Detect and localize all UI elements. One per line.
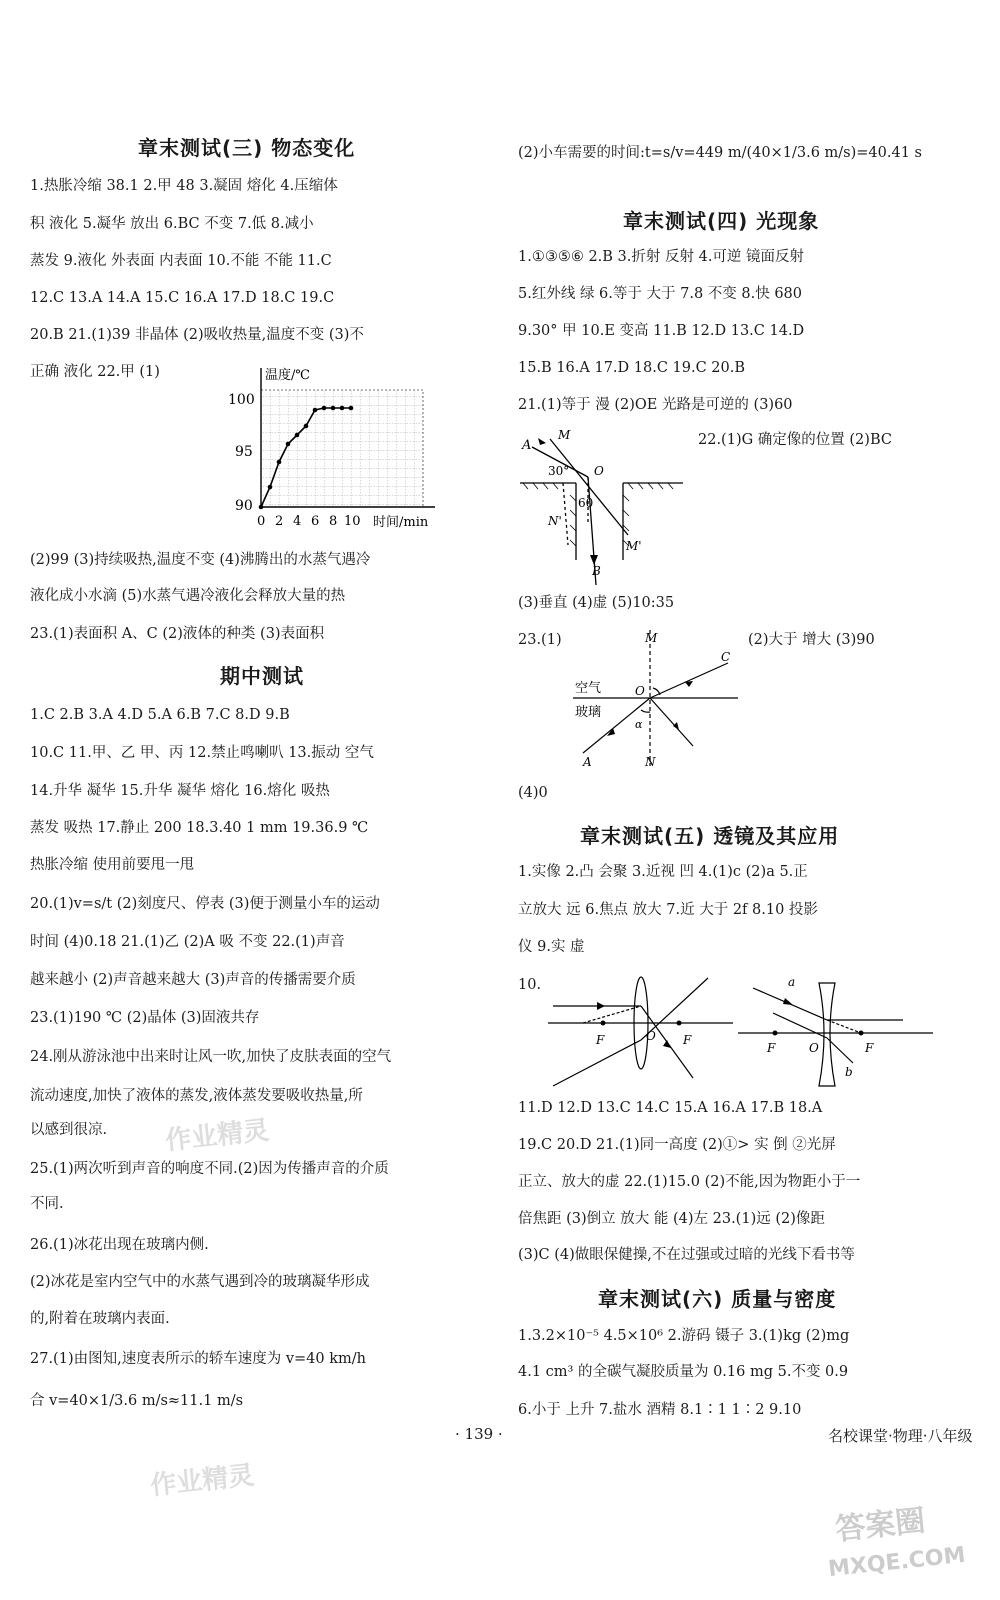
answer-line: 10.	[518, 977, 542, 993]
watermark: MXQE.COM	[827, 1542, 967, 1583]
graph-ytick: 95	[235, 444, 253, 460]
fig-label: F	[683, 1033, 692, 1047]
answer-line: 22.(1)G 确定像的位置 (2)BC	[698, 432, 892, 448]
answer-line: 9.30° 甲 10.E 变高 11.B 12.D 13.C 14.D	[518, 323, 805, 339]
fig-label: 空气	[575, 681, 602, 696]
answer-line: 仪 9.实 虚	[518, 939, 585, 955]
answer-line: 12.C 13.A 14.A 15.C 16.A 17.D 18.C 19.C	[30, 290, 335, 306]
answer-line: 4.1 cm³ 的全碳气凝胶质量为 0.16 mg 5.不变 0.9	[518, 1364, 849, 1380]
fig-label: O	[646, 1029, 656, 1043]
section-title-midterm: 期中测试	[220, 664, 304, 688]
answer-line: 23.(1)190 ℃ (2)晶体 (3)固液共存	[30, 1010, 260, 1026]
page-number: · 139 ·	[455, 1425, 503, 1443]
answer-line: 27.(1)由图知,速度表所示的轿车速度为 v=40 km/h	[30, 1351, 366, 1367]
answer-line: 6.小于 上升 7.盐水 酒精 8.1∶1 1∶2 9.10	[518, 1402, 802, 1418]
fig-label: M	[645, 631, 658, 645]
graph-ytick: 100	[228, 392, 255, 408]
answer-line: (3)垂直 (4)虚 (5)10:35	[518, 595, 675, 611]
fig-label: F	[865, 1041, 874, 1055]
graph-xtick: 0	[257, 514, 266, 529]
fig-label: b	[845, 1065, 853, 1079]
answer-line: 蒸发 吸热 17.静止 200 18.3.40 1 mm 19.36.9 ℃	[30, 820, 369, 836]
graph-ytick: 90	[235, 498, 253, 514]
fig-label: F	[596, 1033, 605, 1047]
answer-line: 热胀冷缩 使用前要甩一甩	[30, 857, 195, 873]
fig-label: α	[635, 718, 643, 731]
graph-ylabel: 温度/℃	[265, 368, 310, 383]
answer-line: 以感到很凉.	[30, 1122, 108, 1138]
section-title-ch6: 章末测试(六) 质量与密度	[598, 1287, 837, 1311]
fig-label: M'	[626, 539, 642, 553]
section-title-ch4: 章末测试(四) 光现象	[623, 209, 820, 233]
answer-line: 1.C 2.B 3.A 4.D 5.A 6.B 7.C 8.D 9.B	[30, 707, 290, 723]
section-title-ch3: 章末测试(三) 物态变化	[138, 136, 356, 160]
answer-line: 20.B 21.(1)39 非晶体 (2)吸收热量,温度不变 (3)不	[30, 327, 364, 343]
answer-line: 20.(1)v=s/t (2)刻度尺、停表 (3)便于测量小车的运动	[30, 896, 380, 912]
fig-label: A	[522, 438, 532, 453]
answer-line: 1.3.2×10⁻⁵ 4.5×10⁶ 2.游码 镊子 3.(1)kg (2)mg	[518, 1328, 850, 1344]
fig-label: O	[809, 1041, 819, 1055]
lens-figure	[543, 968, 943, 1098]
answer-line: 越来越小 (2)声音越来越大 (3)声音的传播需要介质	[30, 972, 356, 988]
answer-line: 立放大 远 6.焦点 放大 7.近 大于 2f 8.10 投影	[518, 902, 818, 918]
mirror-figure	[518, 425, 693, 585]
answer-line: 的,附着在玻璃内表面.	[30, 1311, 170, 1327]
answer-line: 液化成小水滴 (5)水蒸气遇冷液化会释放大量的热	[30, 588, 346, 604]
refraction-figure	[563, 628, 743, 770]
fig-label: M	[558, 428, 571, 442]
graph-xtick: 2	[275, 514, 284, 529]
answer-line: 时间 (4)0.18 21.(1)乙 (2)A 吸 不变 22.(1)声音	[30, 934, 345, 950]
fig-label: A	[583, 755, 592, 769]
answer-line: 23.(1)	[518, 632, 562, 648]
fig-label: O	[635, 684, 645, 698]
answer-line: 23.(1)表面积 A、C (2)液体的种类 (3)表面积	[30, 626, 325, 642]
answer-line: (4)0	[518, 785, 548, 801]
watermark: 作业精灵	[148, 1460, 256, 1502]
fig-label: 30°	[548, 464, 570, 478]
section-title-ch5: 章末测试(五) 透镜及其应用	[580, 824, 840, 848]
fig-label: N'	[548, 514, 562, 528]
answer-line: 1.实像 2.凸 会聚 3.近视 凹 4.(1)c (2)a 5.正	[518, 864, 808, 880]
fig-label: F	[767, 1041, 776, 1055]
answer-line: (2)小车需要的时间:t=s/v=449 m/(40×1/3.6 m/s)=40.41 s	[518, 145, 922, 161]
answer-line: 正确 液化 22.甲 (1)	[30, 364, 160, 380]
graph-xlabel: 时间/min	[373, 515, 429, 530]
fig-label: C	[721, 650, 731, 664]
fig-label: N	[645, 755, 656, 769]
answer-line: 25.(1)两次听到声音的响度不同.(2)因为传播声音的介质	[30, 1161, 389, 1177]
footer-book-title: 名校课堂·物理·八年级	[828, 1427, 973, 1445]
graph-xtick: 4	[293, 514, 302, 529]
graph-xtick: 10	[344, 514, 361, 529]
answer-line: 蒸发 9.液化 外表面 内表面 10.不能 不能 11.C	[30, 253, 332, 269]
fig-label: O	[594, 464, 604, 478]
temperature-graph	[225, 360, 455, 535]
answer-line: 倍焦距 (3)倒立 放大 能 (4)左 23.(1)远 (2)像距	[518, 1211, 825, 1227]
answer-line: 15.B 16.A 17.D 18.C 19.C 20.B	[518, 360, 746, 376]
watermark: 答案圈	[833, 1503, 927, 1548]
answer-line: 正立、放大的虚 22.(1)15.0 (2)不能,因为物距小于一	[518, 1174, 861, 1190]
graph-xtick: 8	[329, 514, 338, 529]
watermark: 作业精灵	[163, 1115, 271, 1157]
fig-label: 玻璃	[575, 705, 602, 720]
answer-line: (2)99 (3)持续吸热,温度不变 (4)沸腾出的水蒸气遇冷	[30, 552, 371, 568]
fig-label: B	[592, 564, 601, 578]
answer-line: 10.C 11.甲、乙 甲、丙 12.禁止鸣喇叭 13.振动 空气	[30, 745, 374, 761]
fig-label: 60	[578, 496, 594, 510]
answer-line: 21.(1)等于 漫 (2)OE 光路是可逆的 (3)60	[518, 397, 793, 413]
graph-xtick: 6	[311, 514, 320, 529]
answer-line: (2)冰花是室内空气中的水蒸气遇到冷的玻璃凝华形成	[30, 1274, 370, 1290]
answer-line: 1.①③⑤⑥ 2.B 3.折射 反射 4.可逆 镜面反射	[518, 249, 805, 265]
fig-label: a	[788, 975, 796, 989]
answer-line: 19.C 20.D 21.(1)同一高度 (2)①> 实 倒 ②光屏	[518, 1137, 836, 1153]
answer-line: (3)C (4)做眼保健操,不在过强或过暗的光线下看书等	[518, 1247, 855, 1263]
answer-line: 14.升华 凝华 15.升华 凝华 熔化 16.熔化 吸热	[30, 783, 330, 799]
answer-line: 5.红外线 绿 6.等于 大于 7.8 不变 8.快 680	[518, 286, 803, 302]
answer-line: 流动速度,加快了液体的蒸发,液体蒸发要吸收热量,所	[30, 1088, 363, 1104]
answer-line: (2)大于 增大 (3)90	[748, 632, 875, 648]
answer-line: 积 液化 5.凝华 放出 6.BC 不变 7.低 8.减小	[30, 216, 314, 232]
answer-line: 26.(1)冰花出现在玻璃内侧.	[30, 1237, 209, 1253]
answer-line: 24.刚从游泳池中出来时让风一吹,加快了皮肤表面的空气	[30, 1049, 392, 1065]
answer-line: 不同.	[30, 1196, 64, 1212]
answer-line: 1.热胀冷缩 38.1 2.甲 48 3.凝固 熔化 4.压缩体	[30, 178, 338, 194]
answer-line: 11.D 12.D 13.C 14.C 15.A 16.A 17.B 18.A	[518, 1100, 823, 1116]
answer-line: 合 v=40×1/3.6 m/s≈11.1 m/s	[30, 1393, 244, 1409]
